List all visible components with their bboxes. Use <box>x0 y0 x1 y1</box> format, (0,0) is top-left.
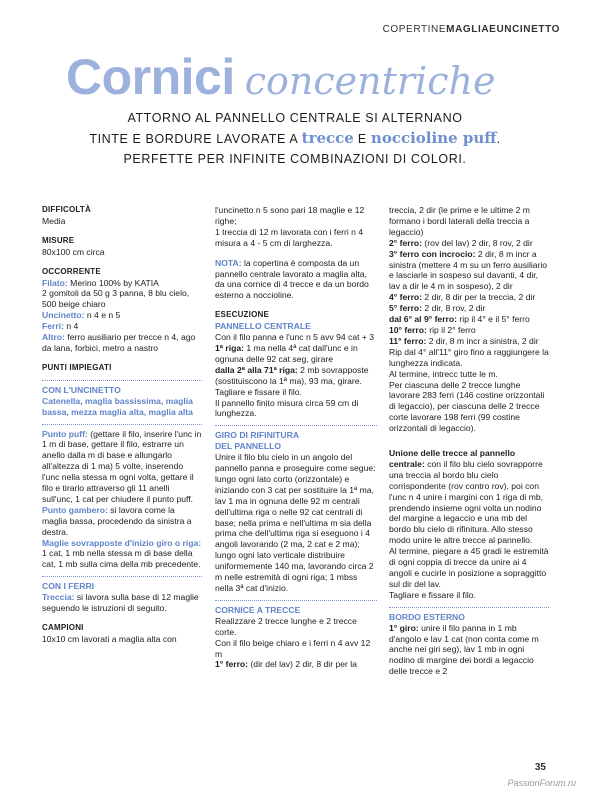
unione <box>389 448 549 546</box>
paragraph: Il pannello finito misura circa 59 cm di lunghezza. <box>215 397 359 419</box>
label: Uncinetto: <box>42 310 85 321</box>
ferro-1 <box>215 659 377 670</box>
lede-text: TINTE E BORDURE LAVORATE A <box>89 132 302 146</box>
value: (rov del lav) 2 dir, 8 rov, 2 dir <box>422 237 533 248</box>
lede-highlight: noccioline puff <box>370 129 497 147</box>
subheading-uncinetto: CON L'UNCINETTO <box>42 384 121 395</box>
value: 2 mb sovrapposte (sostituiscono la 1ª ma), 93 ma, girare. <box>215 364 369 386</box>
divider <box>42 380 202 381</box>
page-title <box>66 48 495 106</box>
ferro-10 <box>389 325 549 336</box>
subheading-ferri: CON I FERRI <box>42 581 95 592</box>
label: dalla 2ª alla 71ª riga: <box>215 364 298 375</box>
value: n 4 <box>63 321 79 332</box>
value: unire il filo panna in 1 mb d'angolo e lav 1 cat (non conta come m anche nei giri seg), lav 1 mb in ogni nodino di margine dei bordi a legaccio delle trecce e 2 <box>389 622 539 677</box>
value: (gettare il filo, inserire l'unc in 1 m di base, gettare il filo, estrarre un anello dalla m di base e allungarlo all'altezza di 1 ma) 5 volte, inserendo l'unc nella stessa m ogni volta, gettare il filo e tirarlo attraverso gli 11 anelli sull'unc, 1 cat per chiudere il punto puff. <box>42 428 202 504</box>
nota <box>215 258 377 302</box>
label: Treccia: <box>42 592 75 603</box>
section-header <box>383 24 560 35</box>
ferri-line <box>42 321 202 332</box>
riga-2-71 <box>215 365 377 387</box>
magazine-label: MAGLIAEUNCINETTO <box>446 24 560 35</box>
lede-line-2 <box>0 128 590 149</box>
ferro-5 <box>389 303 549 314</box>
paragraph: Con il filo panna e l'unc n 5 avv 94 cat + 3 <box>215 332 375 343</box>
title-word-2: concentriche <box>244 59 496 103</box>
maglie-sovrapposte <box>42 538 202 571</box>
label: 1ª riga: <box>215 342 244 353</box>
label: Altro: <box>42 332 65 343</box>
watermark: PassionForum.ru <box>507 778 576 788</box>
value: 2 dir, 8 m incr a sinistra, 2 dir <box>426 335 539 346</box>
stitch-list: Catenella, maglia bassissima, maglia bassa, mezza maglia alta, maglia alta <box>42 395 193 417</box>
value: la copertina è composta da un pannello centrale lavorato a maglia alta, da una cornice di 4 trecce e da un bordo esterno a noccioline. <box>215 257 369 301</box>
value: 2 dir, 8 rov, 2 dir <box>422 303 486 314</box>
heading-campioni: CAMPIONI <box>42 623 84 632</box>
paragraph: Tagliare e fissare il filo. <box>215 386 302 397</box>
campioni-value: 10x10 cm lavorati a maglia alta con <box>42 633 177 644</box>
punto-gambero <box>42 505 202 538</box>
divider <box>389 607 549 608</box>
value: 1 ma nella 4ª cat dall'unc e in ognuna delle 92 cat seg, girare <box>215 342 358 364</box>
ferro-6-9 <box>389 314 549 325</box>
heading-difficolta: DIFFICOLTÀ <box>42 205 91 214</box>
label: 1° giro: <box>389 622 419 633</box>
label: Maglie sovrapposte d'inizio giro o riga: <box>42 537 202 548</box>
divider <box>215 425 377 426</box>
altro-line <box>42 332 202 354</box>
ferro-3 <box>389 249 549 293</box>
paragraph: Con il filo beige chiaro e i ferri n 4 avv 12 m <box>215 637 371 659</box>
treccia-line <box>42 592 202 614</box>
value: si lavora sulla base di 12 maglie seguendo le istruzioni di seguito. <box>42 592 199 614</box>
label: Unione delle trecce al pannello centrale: <box>389 448 516 469</box>
divider <box>42 576 202 577</box>
filato-detail: 2 gomitoli da 50 g 3 panna, 8 blu cielo, 500 beige chiaro <box>42 288 190 310</box>
difficolta-value: Media <box>42 215 66 226</box>
label: 5° ferro: <box>389 303 423 314</box>
uncinetto-line <box>42 310 202 321</box>
giro-1 <box>389 623 549 678</box>
lede <box>0 108 590 169</box>
heading-misure: MISURE <box>42 235 75 245</box>
column-2 <box>215 205 377 670</box>
value: rip il 4° e il 5° ferro <box>457 314 530 325</box>
label: 1° ferro: <box>215 659 249 670</box>
heading-esecuzione: ESECUZIONE <box>215 310 270 320</box>
label: NOTA: <box>215 257 242 268</box>
label: 10° ferro: <box>389 324 427 335</box>
value: 2 dir, 8 m incr a sinistra (mettere 4 m su un ferro ausiliario e lasciarle in sospeso sul davanti, 4 dir, lav a dir le 4 m in sospeso), 2 dir <box>389 248 548 292</box>
subheading-giro: GIRO DI RIFINITURA <box>215 430 300 441</box>
value: con il filo blu cielo sovrapporre una treccia al bordo blu cielo corrispondente (rov contro rov), poi con l'unc n 4 unire i margini con 1 riga di mb, prendendo insieme ogni volta un nodino del margine a legaccio e una mb del bordo blu cielo di rifinitura. Allo stesso modo unire le altre trecce al pannello. <box>389 458 544 546</box>
divider <box>215 600 377 601</box>
paragraph: l'uncinetto n 5 sono pari 18 maglie e 12 righe; <box>215 205 365 226</box>
label: 2° ferro: <box>389 237 423 248</box>
section-label: COPERTINE <box>382 24 447 35</box>
lede-line-3: PERFETTE PER INFINITE COMBINAZIONI DI COLORI. <box>123 152 467 166</box>
ferro-11 <box>389 336 549 347</box>
lede-text: . <box>496 132 501 146</box>
paragraph: 1 treccia di 12 m lavorata con i ferri n 4 misura a 4 - 5 cm di larghezza. <box>215 226 364 248</box>
paragraph: Realizzare 2 trecce lunghe e 2 trecce corte. <box>215 615 357 637</box>
label: dal 6° al 9° ferro: <box>389 314 458 325</box>
lede-text: E <box>353 132 371 146</box>
paragraph: Per ciascuna delle 2 trecce lunghe lavorare 283 ferri (146 costine orizzontali di legaccio), per ciascuna delle 2 trecce corte lavorare 198 ferri (99 costine orizzontali di legaccio). <box>389 379 545 434</box>
divider <box>42 424 202 425</box>
label: 4° ferro: <box>389 292 423 303</box>
heading-punti: PUNTI IMPIEGATI <box>42 362 112 372</box>
misure-value: 80x100 cm circa <box>42 246 105 257</box>
value: 2 dir, 8 dir per la treccia, 2 dir <box>422 292 536 303</box>
label: 3° ferro con incrocio: <box>389 248 476 259</box>
label: Punto gambero: <box>42 504 108 515</box>
column-3 <box>389 205 549 677</box>
subheading-bordo: BORDO ESTERNO <box>389 611 465 622</box>
paragraph: Tagliare e fissare il filo. <box>389 589 476 600</box>
heading-occorrente: OCCORRENTE <box>42 266 101 276</box>
value: si lavora come la maglia bassa, procedendo da sinistra a destra. <box>42 504 192 537</box>
lede-highlight: trecce <box>301 129 354 147</box>
lede-line-1: ATTORNO AL PANNELLO CENTRALE SI ALTERNANO <box>127 111 463 125</box>
filato-line <box>42 278 202 289</box>
paragraph: Al termine, intrecc tutte le m. <box>389 368 498 379</box>
value: ferro ausiliario per trecce n 4, ago da lana, forbici, metro a nastro <box>42 332 196 353</box>
riga-1 <box>215 343 377 365</box>
title-word-1: Cornici <box>66 49 235 105</box>
label: 11° ferro: <box>389 335 427 346</box>
ferro-2 <box>389 238 549 249</box>
value: Merino 100% by KATIA <box>67 277 159 288</box>
paragraph: treccia, 2 dir (le prime e le ultime 2 m formano i bordi laterali della treccia a legaccio) <box>389 205 530 237</box>
value: n 4 e n 5 <box>84 310 121 321</box>
value: 1 cat, 1 mb nella stessa m di base della cat, 1 mb sulla cima della mb precedente. <box>42 548 201 570</box>
column-1 <box>42 205 202 645</box>
page-number: 35 <box>534 762 546 773</box>
subheading-giro-2: DEL PANNELLO <box>215 441 282 452</box>
ferro-4 <box>389 292 549 303</box>
paragraph: Rip dal 4° all'11° giro fino a raggiungere la lunghezza indicata. <box>389 346 549 368</box>
paragraph: Unire il filo blu cielo in un angolo del pannello panna e proseguire come segue: lungo ogni lato corto (orizzontale) e iniziando con 3 cat per sostituire la 1ª ma, lav 1 ma in ognuna delle 92 m centrali dell'ultima riga o nelle 92 cat centrali di base; nella prima e nell'ultima m sia della prima che dell'ultima riga si eseguono i 4 angoli lavorando (2 ma, 2 cat e 2 ma); lungo ogni lato verticale distribuire uniformemente 140 ma, lavorando circa 2 m nelle estremità di ogni riga; 1 mbss nella 3ª cat d'inizio. <box>215 452 376 593</box>
label: Punto puff: <box>42 428 88 439</box>
paragraph: Al termine, piegare a 45 gradi le estremità di ogni coppia di trecce da unire ai 4 angoli e cucirle in posizione a sopraggitto sul dir del lav. <box>389 546 549 589</box>
punto-puff <box>42 429 202 505</box>
subheading-pannello: PANNELLO CENTRALE <box>215 321 311 332</box>
value: rip il 2° ferro <box>426 324 476 335</box>
label: Ferri: <box>42 321 64 332</box>
value: (dir del lav) 2 dir, 8 dir per la <box>248 659 357 670</box>
subheading-cornice: CORNICE A TRECCE <box>215 604 301 615</box>
label: Filato: <box>42 277 68 288</box>
